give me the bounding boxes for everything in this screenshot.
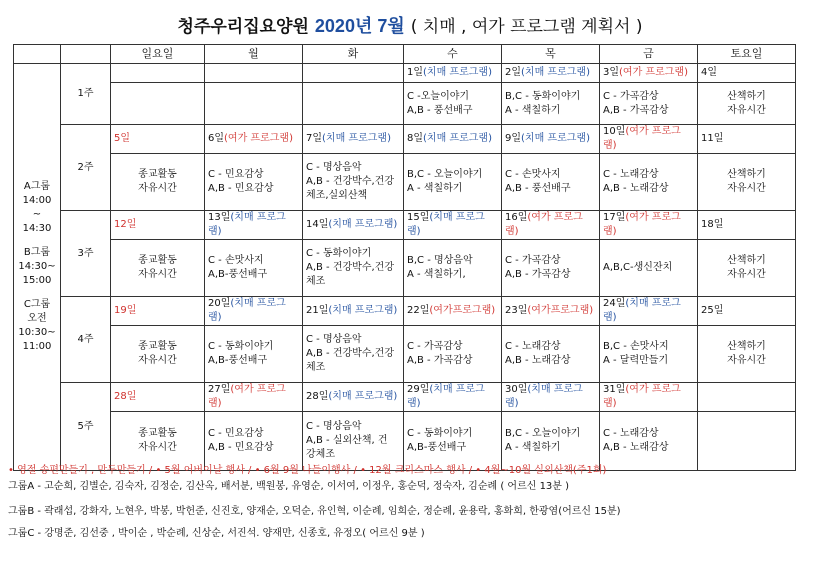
activity-line: 자유시간 <box>138 183 177 194</box>
activity-cell <box>205 240 303 297</box>
program-type: (여가 프로그램) <box>619 67 688 78</box>
activity-cell <box>698 240 796 297</box>
activity-line: A - 색칠하기 <box>505 442 561 453</box>
day-number: 15일 <box>407 212 430 223</box>
day-number: 27일 <box>208 384 231 395</box>
activity-line: A,B - 풍선배구 <box>505 183 571 194</box>
activity-line: A - 달력만들기 <box>603 355 669 366</box>
activity-line: A - 색칠하기, <box>407 269 466 280</box>
program-type: (여가프로그램) <box>527 305 594 316</box>
activity-line: C - 가곡감상 <box>603 90 659 102</box>
date-row <box>14 297 796 326</box>
activity-line: C - 손맛사지 <box>208 255 264 266</box>
activity-line: 자유시간 <box>727 104 766 116</box>
activity-line: C - 민요감상 <box>208 169 264 180</box>
day-number: 28일 <box>306 391 329 402</box>
day-number: 20일 <box>208 298 231 309</box>
day-date-cell <box>205 125 303 154</box>
activity-line: 산책하기 <box>727 90 766 102</box>
week-col-header <box>61 45 111 64</box>
activity-line: 체조 <box>306 362 326 373</box>
program-type: (여가 프로그램) <box>208 384 286 409</box>
activity-cell <box>600 326 698 383</box>
activity-line: 종교활동 <box>138 428 177 439</box>
day-date-cell <box>600 125 698 154</box>
day-number: 10일 <box>603 126 626 137</box>
program-type: (여가프로그램) <box>429 305 496 316</box>
page-title <box>0 12 820 38</box>
activity-cell <box>502 240 600 297</box>
week-label: 5주 <box>61 383 111 471</box>
activity-line: C - 동화이야기 <box>306 248 372 259</box>
day-number: 3일 <box>603 67 620 78</box>
date-row <box>14 383 796 412</box>
program-type: (치매 프로그램) <box>423 133 492 144</box>
program-type: (여가 프로그램) <box>603 384 681 409</box>
day-number: 31일 <box>603 384 626 395</box>
activity-line: A,B-풍선배구 <box>407 442 467 453</box>
group-time-line: C그룹 <box>23 299 51 310</box>
activity-line: 자유시간 <box>727 183 766 194</box>
activity-line: 자유시간 <box>138 269 177 280</box>
day-date-cell <box>303 64 404 83</box>
activity-line: 자유시간 <box>727 355 766 366</box>
activity-line: C - 동화이야기 <box>208 341 274 352</box>
activity-cell <box>303 326 404 383</box>
activity-line: 체조 <box>306 276 326 287</box>
activity-line: C - 노래감상 <box>505 341 561 352</box>
activity-cell <box>111 326 205 383</box>
calendar-body <box>14 64 796 471</box>
program-type: (치매 프로그램) <box>322 133 391 144</box>
activity-line: 자유시간 <box>138 442 177 453</box>
activity-line: A - 색칠하기 <box>505 104 561 116</box>
program-type: (치매 프로그램) <box>423 67 492 78</box>
program-type: (치매 프로그램) <box>208 298 286 323</box>
program-type: (여가 프로그램) <box>505 212 583 237</box>
day-date-cell <box>698 383 796 412</box>
activity-line: A,B - 가곡감상 <box>407 355 473 366</box>
day-number: 7일 <box>306 133 323 144</box>
day-header: 월 <box>205 45 303 64</box>
activity-line: A,B - 풍선배구 <box>407 104 473 116</box>
activity-cell <box>303 83 404 125</box>
activity-cell <box>600 412 698 471</box>
day-header: 금 <box>600 45 698 64</box>
activity-cell <box>600 154 698 211</box>
activity-line: A,B - 가곡감상 <box>505 269 571 280</box>
week-label: 4주 <box>61 297 111 383</box>
day-date-cell <box>205 297 303 326</box>
day-number: 2일 <box>505 67 522 78</box>
activity-cell <box>111 154 205 211</box>
program-type: (치매 프로그램) <box>328 219 398 230</box>
activity-line: C - 민요감상 <box>208 428 264 439</box>
activity-line: B,C - 동화이야기 <box>505 90 581 102</box>
day-date-cell <box>404 383 502 412</box>
day-number: 17일 <box>603 212 626 223</box>
activity-line: 종교활동 <box>138 169 177 180</box>
activity-line: A - 색칠하기 <box>407 183 463 194</box>
activity-line: 체조,실외산책 <box>306 190 368 201</box>
activity-line: 종교활동 <box>138 255 177 266</box>
activity-line: 강체조 <box>306 449 335 460</box>
activity-line: C - 손맛사지 <box>505 169 561 180</box>
day-date-cell <box>698 64 796 83</box>
day-date-cell <box>111 211 205 240</box>
program-type: (여가 프로그램) <box>224 133 293 144</box>
activity-line: A,B - 실외산책, 건 <box>306 435 388 446</box>
day-header: 목 <box>502 45 600 64</box>
day-header: 일요일 <box>111 45 205 64</box>
program-type: (치매 프로그램) <box>521 67 590 78</box>
group-b-members: 그룹B - 곽래섭, 강화자, 노현우, 박봉, 박헌준, 신진호, 양재순, 오덕순, 유인혁, 이순례, 임희순, 정순례, 윤용락, 홍화희, 한광염(어르신 15분) <box>8 506 621 517</box>
activity-line: A,B,C-생신잔치 <box>603 262 673 273</box>
activity-row <box>14 326 796 383</box>
activity-cell <box>698 83 796 125</box>
program-type: (치매 프로그램) <box>208 212 286 237</box>
activity-line: 산책하기 <box>727 169 766 180</box>
day-number: 12일 <box>114 219 137 230</box>
date-row <box>14 64 796 83</box>
day-number: 4일 <box>701 67 718 78</box>
activity-line: A,B - 노래감상 <box>505 355 571 366</box>
day-date-cell <box>404 125 502 154</box>
program-type: (여가 프로그램) <box>603 212 681 237</box>
program-type: (치매 프로그램) <box>603 298 681 323</box>
activity-cell <box>205 154 303 211</box>
day-date-cell <box>111 383 205 412</box>
activity-line: C - 동화이야기 <box>407 428 473 439</box>
day-date-cell <box>205 211 303 240</box>
activity-line: 자유시간 <box>727 269 766 280</box>
day-date-cell <box>600 211 698 240</box>
activity-line: A,B - 건강박수,건강 <box>306 176 394 187</box>
program-type: (여가 프로그램) <box>603 126 681 151</box>
activity-line: C - 명상음악 <box>306 334 362 345</box>
day-number: 19일 <box>114 305 137 316</box>
activity-line: 산책하기 <box>727 255 766 266</box>
activity-cell <box>404 240 502 297</box>
program-type: (치매 프로그램) <box>521 133 590 144</box>
activity-cell <box>303 154 404 211</box>
day-header: 토요일 <box>698 45 796 64</box>
activity-cell <box>698 154 796 211</box>
activity-row <box>14 83 796 125</box>
activity-line: C - 노래감상 <box>603 428 659 439</box>
day-number: 11일 <box>701 133 724 144</box>
day-header: 화 <box>303 45 404 64</box>
activity-cell <box>111 83 205 125</box>
day-number: 30일 <box>505 384 528 395</box>
day-date-cell <box>502 125 600 154</box>
activity-line: C - 노래감상 <box>603 169 659 180</box>
day-number: 24일 <box>603 298 626 309</box>
group-time-line: 14:00 ~ <box>22 195 52 220</box>
activity-cell <box>600 240 698 297</box>
activity-cell <box>404 83 502 125</box>
activity-line: C - 가곡감상 <box>505 255 561 266</box>
activity-cell <box>111 240 205 297</box>
group-time-line: A그룹 <box>23 181 51 192</box>
activity-line: B,C - 오늘이야기 <box>505 428 581 439</box>
activity-cell <box>698 326 796 383</box>
day-date-cell <box>404 211 502 240</box>
day-date-cell <box>111 125 205 154</box>
group-time-line: B그룹 <box>23 247 51 258</box>
activity-line: A,B - 가곡감상 <box>603 104 669 116</box>
activity-line: C - 가곡감상 <box>407 341 463 352</box>
day-date-cell <box>111 297 205 326</box>
day-number: 29일 <box>407 384 430 395</box>
program-type: (치매 프로그램) <box>407 384 485 409</box>
week-label: 1주 <box>61 64 111 125</box>
activity-cell <box>205 326 303 383</box>
activity-cell <box>502 154 600 211</box>
activity-line: C - 명상음악 <box>306 421 362 432</box>
activity-cell <box>303 240 404 297</box>
day-date-cell <box>600 383 698 412</box>
group-a-members: 그룹A - 고순희, 김별순, 김숙자, 김정순, 김산옥, 배서분, 백원봉, 유영순, 이서여, 이정우, 홍순덕, 정숙자, 김순례 ( 어르신 13분 ) <box>8 481 570 492</box>
day-number: 14일 <box>306 219 329 230</box>
day-date-cell <box>502 64 600 83</box>
day-date-cell <box>600 64 698 83</box>
activity-cell <box>502 326 600 383</box>
day-header: 수 <box>404 45 502 64</box>
day-date-cell <box>205 383 303 412</box>
activity-cell <box>698 412 796 471</box>
activity-line: C -오늘이야기 <box>407 90 470 102</box>
group-time-line: 14:30~ <box>18 261 56 272</box>
day-date-cell <box>303 383 404 412</box>
day-number: 6일 <box>208 133 225 144</box>
day-number: 23일 <box>505 305 528 316</box>
activity-cell <box>404 154 502 211</box>
group-time-line: 15:00 <box>22 275 52 286</box>
activity-cell <box>205 83 303 125</box>
activity-cell <box>502 83 600 125</box>
day-date-cell <box>502 211 600 240</box>
day-date-cell <box>303 125 404 154</box>
week-label: 2주 <box>61 125 111 211</box>
day-date-cell <box>502 297 600 326</box>
date-row <box>14 125 796 154</box>
activity-line: B,C - 오늘이야기 <box>407 169 483 180</box>
org-name: 청주우리집요양원 <box>177 17 309 37</box>
date-row <box>14 211 796 240</box>
day-number: 21일 <box>306 305 329 316</box>
activity-line: A,B - 노래감상 <box>603 183 669 194</box>
program-type: (치매 프로그램) <box>328 305 398 316</box>
program-type: (치매 프로그램) <box>505 384 583 409</box>
year-month: 2020년 7월 <box>314 16 405 36</box>
day-date-cell <box>600 297 698 326</box>
day-date-cell <box>404 64 502 83</box>
day-number: 1일 <box>407 67 424 78</box>
activity-line: 산책하기 <box>727 341 766 352</box>
activity-line: B,C - 명상음악 <box>407 255 473 266</box>
day-number: 9일 <box>505 133 522 144</box>
activity-line: A,B-풍선배구 <box>208 269 268 280</box>
activity-line: A,B - 건강박수,건강 <box>306 262 394 273</box>
activity-line: A,B - 노래감상 <box>603 442 669 453</box>
day-number: 25일 <box>701 305 724 316</box>
activity-cell <box>404 326 502 383</box>
activity-line: A,B - 민요감상 <box>208 183 274 194</box>
day-number: 5일 <box>114 133 131 144</box>
day-date-cell <box>698 125 796 154</box>
group-time-line: 오전 <box>27 313 47 324</box>
day-number: 22일 <box>407 305 430 316</box>
program-title: ( 치매 , 여가 프로그램 계획서 ) <box>410 17 643 37</box>
day-date-cell <box>404 297 502 326</box>
group-time-line: 10:30~ <box>18 327 56 338</box>
day-number: 16일 <box>505 212 528 223</box>
activity-row <box>14 154 796 211</box>
day-date-cell <box>698 297 796 326</box>
day-number: 18일 <box>701 219 724 230</box>
group-c-members: 그룹C - 강명준, 김선중 , 박이순 , 박순례, 신상순, 서진석. 양재만, 신종호, 유정오( 어르신 9분 ) <box>8 528 425 539</box>
header-row <box>14 45 796 64</box>
program-calendar <box>13 44 796 471</box>
day-date-cell <box>303 297 404 326</box>
annual-events-note: • 영절 송편만들기 , 만두만들기 / • 5월 어버이날 행사 / • 6월 9월 나들이행사 / • 12월 크리스마스 행사 / • 4월~10월 실외산책(주1회) <box>8 465 607 476</box>
activity-line: A,B - 민요감상 <box>208 442 274 453</box>
activity-line: B,C - 손맛사지 <box>603 341 669 352</box>
day-number: 13일 <box>208 212 231 223</box>
activity-line: A,B-풍선배구 <box>208 355 268 366</box>
program-type: (치매 프로그램) <box>328 391 398 402</box>
activity-cell <box>600 83 698 125</box>
group-time-line: 14:30 <box>22 223 52 234</box>
group-time-info <box>14 64 61 471</box>
activity-line: 종교활동 <box>138 341 177 352</box>
day-date-cell <box>205 64 303 83</box>
activity-line: A,B - 건강박수,건강 <box>306 348 394 359</box>
day-date-cell <box>303 211 404 240</box>
day-date-cell <box>502 383 600 412</box>
day-date-cell <box>111 64 205 83</box>
corner-cell <box>14 45 61 64</box>
day-number: 8일 <box>407 133 424 144</box>
day-date-cell <box>698 211 796 240</box>
week-label: 3주 <box>61 211 111 297</box>
activity-row <box>14 240 796 297</box>
group-time-line: 11:00 <box>22 341 52 352</box>
day-number: 28일 <box>114 391 137 402</box>
activity-line: 자유시간 <box>138 355 177 366</box>
program-type: (치매 프로그램) <box>407 212 485 237</box>
activity-line: C - 명상음악 <box>306 162 362 173</box>
